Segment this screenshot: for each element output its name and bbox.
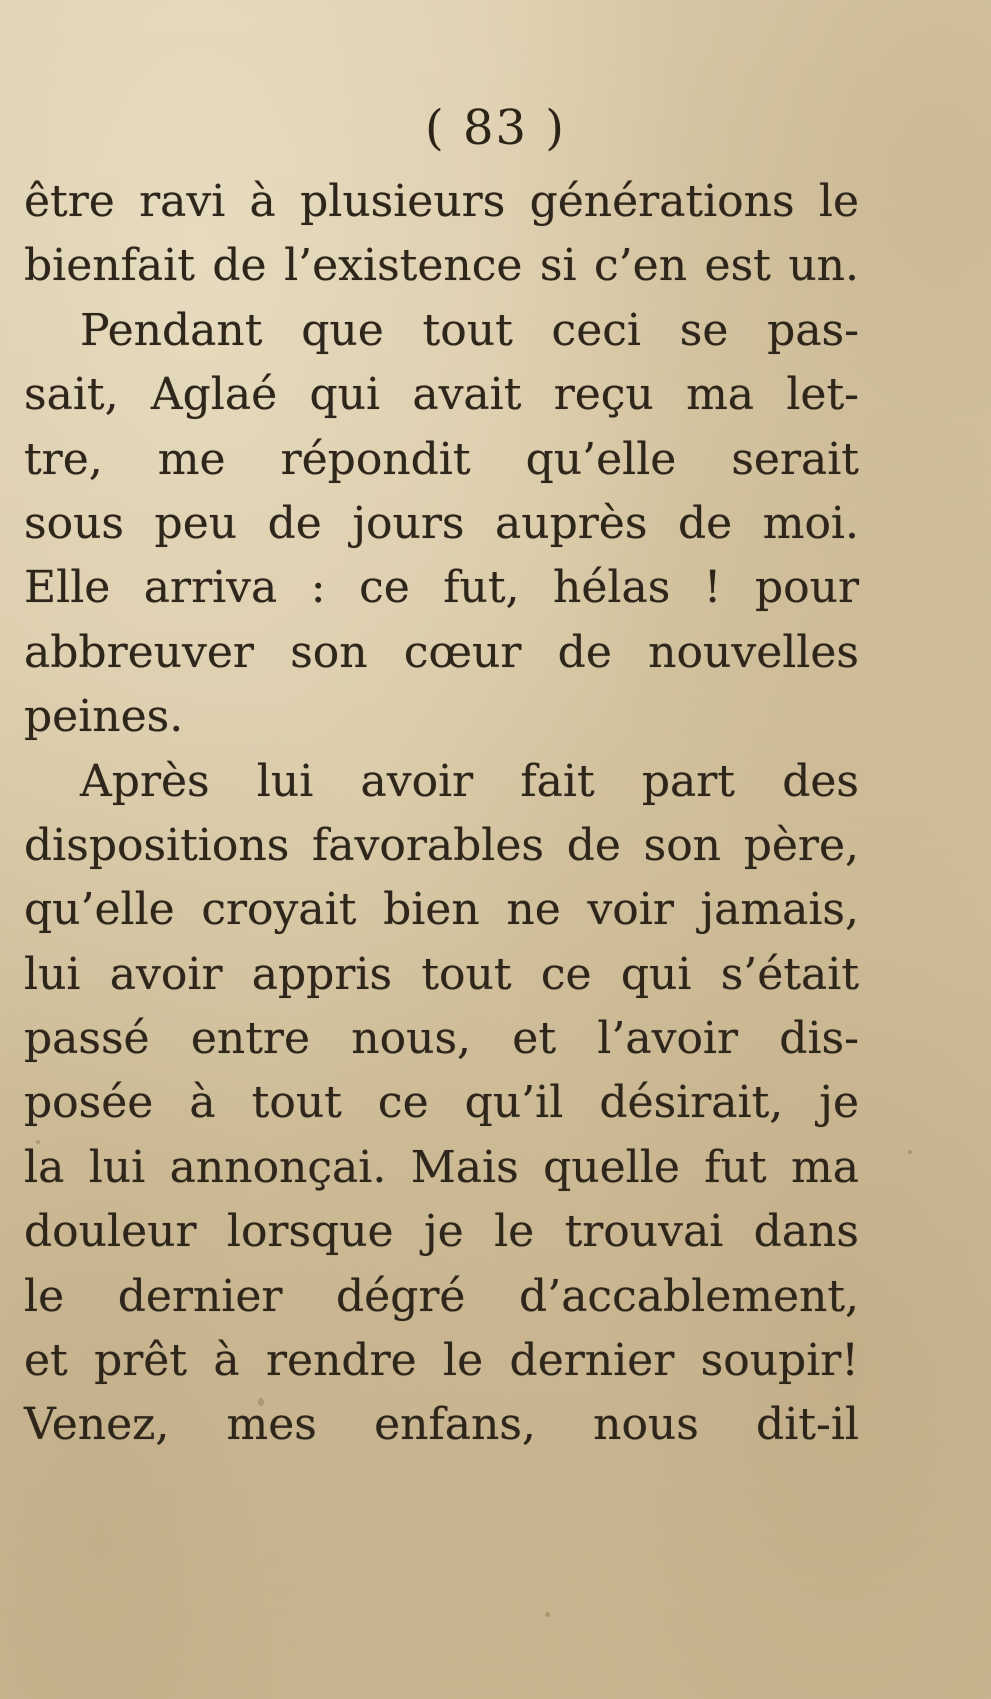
text-line: lui avoir appris tout ce qui s’était [24, 948, 859, 1000]
text-line: Elle arriva : ce fut, hélas ! pour [24, 562, 859, 614]
text-line: Après lui avoir fait part des [80, 755, 859, 807]
text-line: qu’elle croyait bien ne voir jamais, [24, 884, 859, 936]
text-line: être ravi à plusieurs générations le [24, 176, 859, 227]
text-line: tre, me répondit qu’elle serait [24, 433, 859, 485]
text-line: passé entre nous, et l’avoir dis- [24, 1013, 859, 1065]
foxing-spot [908, 1150, 912, 1154]
text-line: douleur lorsque je le trouvai dans [24, 1206, 859, 1258]
text-line: sait, Aglaé qui avait reçu ma let- [24, 369, 859, 421]
text-line: sous peu de jours auprès de moi. [24, 497, 859, 549]
text-line: Venez, mes enfans, nous dit-il [24, 1399, 859, 1451]
text-line: bienfait de l’existence si c’en est un. [24, 240, 859, 292]
text-line: la lui annonçai. Mais quelle fut ma [24, 1141, 859, 1193]
text-line: peines. [24, 691, 184, 743]
foxing-spot [545, 1612, 550, 1617]
text-line: et prêt à rendre le dernier soupir! [24, 1335, 859, 1387]
text-line: dispositions favorables de son père, [24, 819, 859, 871]
page-number: ( 83 ) [424, 100, 567, 156]
text-line: posée à tout ce qu’il désirait, je [24, 1077, 859, 1129]
text-line: le dernier dégré d’accablement, [24, 1270, 859, 1322]
body-text [24, 170, 859, 1458]
text-line: abbreuver son cœur de nouvelles [24, 626, 859, 678]
text-line: Pendant que tout ceci se pas- [80, 304, 859, 356]
